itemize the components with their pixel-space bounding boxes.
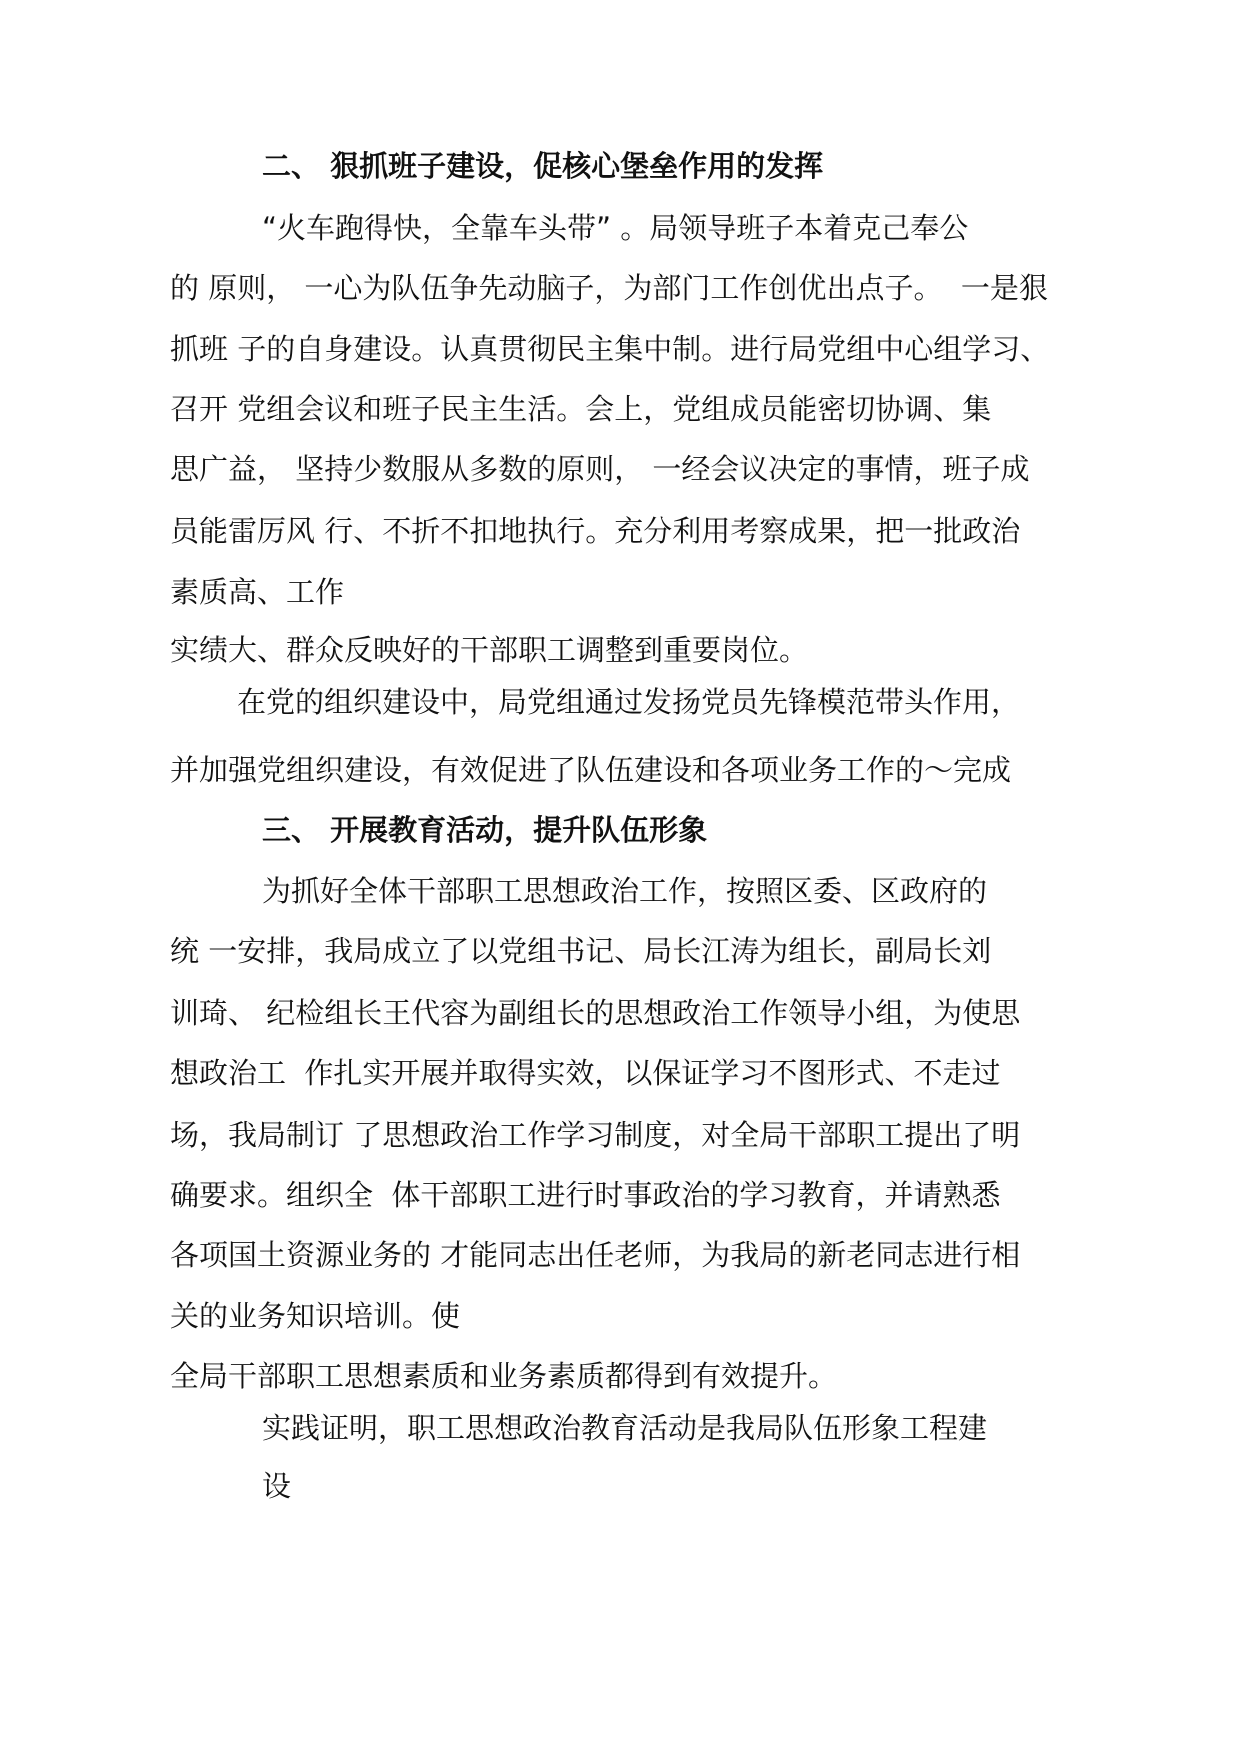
paragraph-line: 设 [262,1469,292,1503]
paragraph-line: 素质高、工作 [170,575,345,609]
paragraph-line: 训琦、 纪检组长王代容为副组长的思想政治工作领导小组，为使思 [170,996,1021,1030]
paragraph-line: 场，我局制订 了思想政治工作学习制度，对全局干部职工提出了明 [170,1118,1021,1152]
paragraph-line: 并加强党组织建设，有效促进了队伍建设和各项业务工作的～完成 [170,753,1012,787]
paragraph-line: 实践证明，职工思想政治教育活动是我局队伍形象工程建 [262,1411,988,1445]
paragraph-line: 实绩大、群众反映好的干部职工调整到重要岗位。 [170,633,809,667]
paragraph-line: 想政治工 作扎实开展并取得实效，以保证学习不图形式、不走过 [170,1056,1001,1090]
paragraph-line: 抓班 子的自身建设。认真贯彻民主集中制。进行局党组中心组学习、 [170,332,1050,366]
section-heading-2: 二、 狠抓班子建设，促核心堡垒作用的发挥 [262,149,824,183]
section-heading-3: 三、 开展教育活动，提升队伍形象 [262,813,708,847]
paragraph-line: 思广益， 坚持少数服从多数的原则， 一经会议决定的事情，班子成 [170,452,1030,486]
paragraph-line: 全局干部职工思想素质和业务素质都得到有效提升。 [170,1359,838,1393]
paragraph-line: 各项国土资源业务的 才能同志出任老师，为我局的新老同志进行相 [170,1238,1021,1272]
paragraph-line: 召开 党组会议和班子民主生活。会上，党组成员能密切协调、集 [170,392,992,426]
paragraph-line: 统 一安排，我局成立了以党组书记、局长江涛为组长，副局长刘 [170,934,992,968]
paragraph-line: 确要求。组织全 体干部职工进行时事政治的学习教育，并请熟悉 [170,1178,1001,1212]
paragraph-line: “火车跑得快，全靠车头带” 。局领导班子本着克己奉公 [262,211,969,245]
paragraph-line: 员能雷厉风 行、不折不扣地执行。充分利用考察成果，把一批政治 [170,514,1021,548]
paragraph-line: 关的业务知识培训。使 [170,1299,461,1333]
paragraph-line: 在党的组织建设中，局党组通过发扬党员先锋模范带头作用， [237,685,1021,719]
paragraph-line: 的 原则， 一心为队伍争先动脑子，为部门工作创优出点子。 一是狠 [170,271,1048,305]
paragraph-line: 为抓好全体干部职工思想政治工作，按照区委、区政府的 [262,874,988,908]
